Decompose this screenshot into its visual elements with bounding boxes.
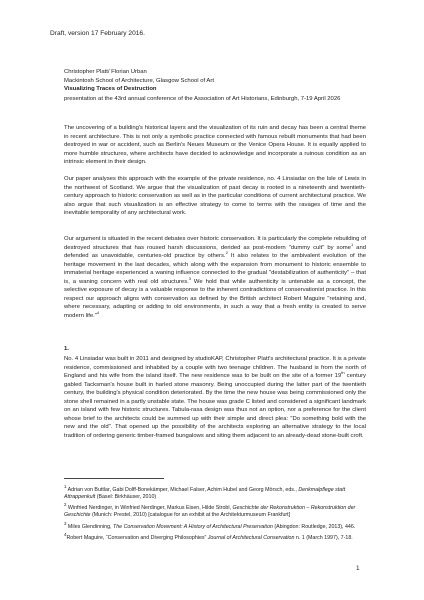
footnotes bbox=[64, 483, 366, 542]
linsiadar-text-2: century gabled Tacksman's house built in harled stone masonry. Being unoccupied during the latter part of the twentieth century, the building's physical condition deteriorated. By the time the new house was being commissioned only the stone shell remained in a partly unstable state. The house was grade C listed and considered a significant landmark on an island with few historic structures. Tabula-rasa design was thus not an option, nor a preference for the client whose brief to the architects could be summed up with their simple and direct plea: "Do something bold with the new and the old". That opened up the possibility of the architects exploring an alternative strategy to the local tradition of ordering generic timber-framed bungalows and siting them adjacent to an already-dead stone-built croft. bbox=[64, 373, 366, 439]
footnote-ref-2: 2 bbox=[225, 250, 228, 256]
argument-text-2: and defended as unavoidable, centuries-old practice by others. bbox=[64, 244, 367, 259]
footnote bbox=[64, 483, 366, 501]
footnote-ref-4: 4 bbox=[96, 309, 100, 315]
footnote-title: Denkmalpflege statt Attrappenkult bbox=[64, 486, 346, 501]
footnote-number: 3 bbox=[64, 520, 67, 526]
paper-title: Visualizing Traces of Destruction bbox=[64, 86, 157, 92]
section-number: 1. bbox=[64, 346, 69, 352]
linsiadar-text-1: No. 4 Linsiadar was built in 2011 and designed by studioKAP, Christopher Platt's architectural practice. It is a private residence, commissioned and inhabited by a couple with two teenage children. The husband is from the north of England and his wife from the island itself. The new residence was to be built on the site of a former 19 bbox=[64, 356, 366, 379]
author-affiliation: Mackintosh School of Architecture, Glasgow School of Art bbox=[64, 78, 214, 84]
paragraph-linsiadar bbox=[64, 355, 366, 440]
footnote-text: Robert Maguire, “Conservation and Diverging Philosophies” bbox=[66, 534, 208, 541]
footnote-text: Adrian von Buttlar, Gabi Dolff-Bonekämper, Michael Falser, Achim Hubel and Georg Mörsch, eds., bbox=[66, 486, 299, 493]
footnote-text: Miles Glendinning, bbox=[66, 523, 113, 530]
footnote-text: n. 1 (March 1997), 7-18. bbox=[294, 534, 353, 541]
conference-line: presentation at the 43rd annual conference of the Association of Art Historians, Edinburgh, 7-19 April 2026 bbox=[64, 96, 341, 102]
footnote-text: (Munich: Prestel, 2010) [catalogue for an exhibit at the Architekturmuseum Frankfurt] bbox=[90, 512, 291, 519]
paragraph-argument bbox=[64, 235, 366, 320]
footnote-ref-1: 1 bbox=[350, 241, 354, 247]
argument-text-4: We hold that while authenticity is untenable as a concept, the selective exposure of decay is a valuable response to the inherent contradictions of conservationist practice. In this respect our approach aligns with conservation as defined by the British architect Robert Maguire "retaining and, where necessary, adapting or adding to old environments, in such a way that a fresh entity is created to serve modern life." bbox=[64, 278, 366, 319]
footnote-ref-3: 3 bbox=[188, 275, 192, 281]
draft-version-line: Draft, version 17 February 2016. bbox=[50, 30, 145, 37]
footnote-text: (Abingdon: Routledge, 2013), 446. bbox=[272, 523, 356, 530]
footnote-title: The Conservation Movement: A History of Architectural Preservation bbox=[112, 523, 273, 530]
footnote-title: Geschichte der Rekonstruktion – Rekonstruktion der Geschichte bbox=[64, 505, 356, 519]
footnote bbox=[64, 520, 366, 531]
author-names: Christopher Platt/ Florian Urban bbox=[64, 69, 147, 75]
page-number: 1 bbox=[356, 565, 360, 572]
footnote-divider bbox=[64, 478, 164, 479]
argument-text-1: Our argument is situated in the recent debates over historic conservation. It is particularly the complete rebuilding of destroyed structures that has roused harsh discussions, derided as post-modern "dummy cult" by some bbox=[64, 236, 366, 251]
paragraph-intro: The uncovering of a building's historical layers and the visualization of its ruin and decay has been a central theme in recent architecture. This is not only a symbolic practice connected with famous rebuilt monuments that had been destroyed in war or accident, such as Berlin's Neues Museum or the Venice Opera House. It is equally applied to more humble structures, where architects have decided to acknowledge and incorporate a ruinous condition as an intrinsic element in their design. bbox=[64, 125, 366, 165]
footnote bbox=[64, 531, 366, 542]
footnote-number: 1 bbox=[64, 484, 67, 489]
footnote-title: Journal of Architectural Conservation bbox=[207, 534, 295, 541]
footnote-number: 2 bbox=[64, 502, 67, 508]
paragraph-thesis: Our paper analyses this approach with the example of the private residence, no. 4 Linsiadar on the Isle of Lewis in the northwest of Scotland. We argue that the visualization of past decay is rooted in a nineteenth and twentieth-century approach to historic conservation as well as in the particular conditions of current architectural practice. We also argue that such visualization is an effective strategy to come to terms with the ravages of time and the inevitable temporality of any architectural work. bbox=[64, 176, 366, 216]
footnote-number: 4 bbox=[64, 531, 67, 537]
argument-text-3: It also relates to the ambivalent evolution of the heritage movement in the last decades, which along with the expansion from monument to historic ensemble to immaterial heritage experienced a waning influence connected to the gradual "destabilization of authenticity" – that is, a waning concern with real old structures. bbox=[64, 253, 366, 285]
superscript-th: th bbox=[341, 370, 345, 376]
footnote-text: Winfried Nerdinger, in Winfried Nerdinger, Markus Eisen, Hilde Strobl, bbox=[66, 505, 233, 512]
author-block bbox=[64, 68, 214, 86]
footnote bbox=[64, 501, 366, 519]
footnote-text: (Basel: Birkhäuser, 2010) bbox=[95, 494, 157, 501]
